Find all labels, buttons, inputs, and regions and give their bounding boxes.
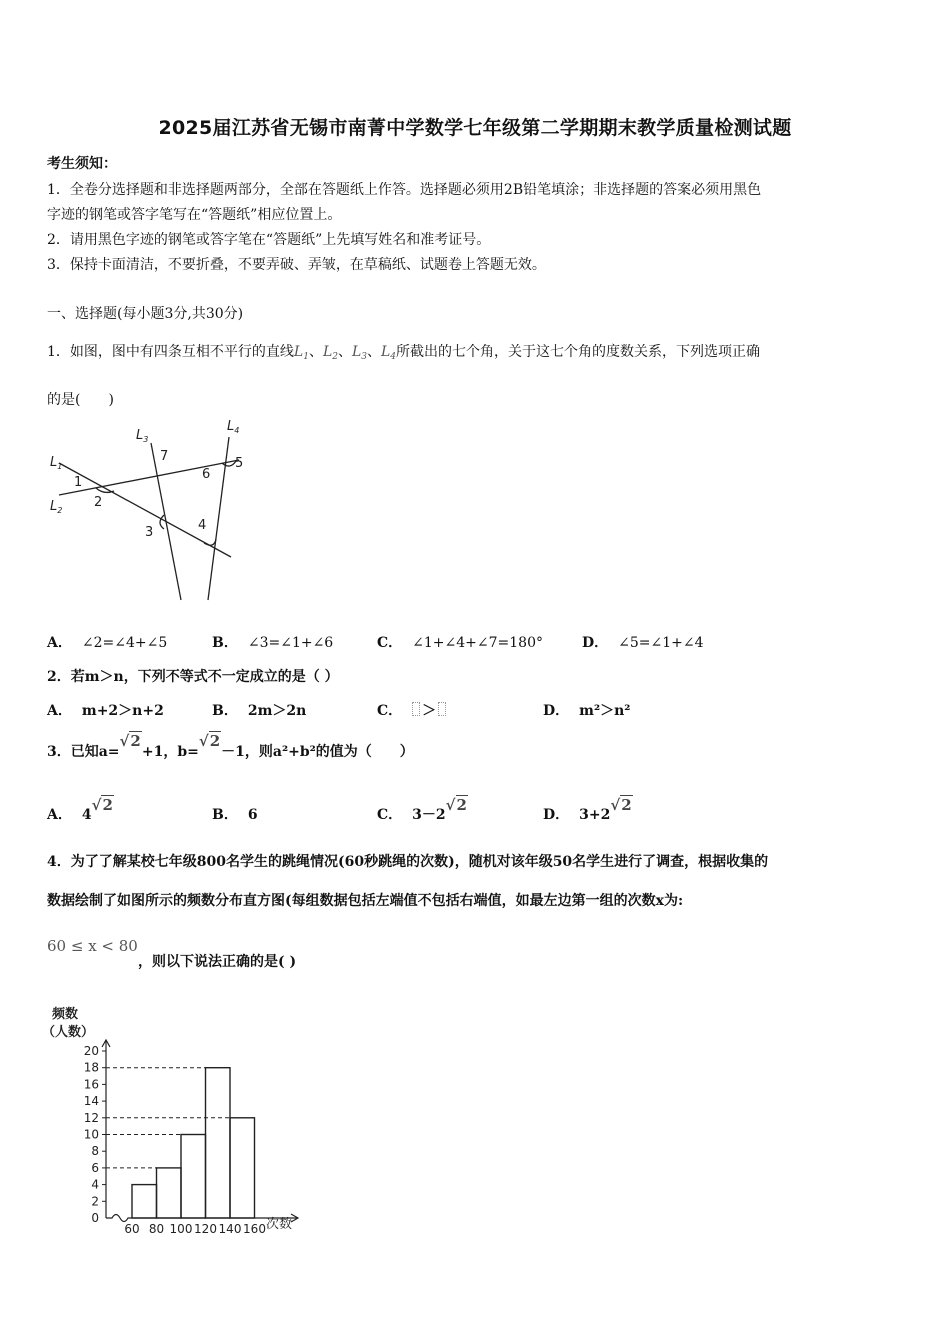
sqrt-2: √2 <box>445 796 467 814</box>
angle-label-1: 1 <box>74 475 83 490</box>
q2-stem: 2．若m＞n，下列不等式不一定成立的是（ ） <box>47 669 339 685</box>
notice-heading: 考生须知： <box>47 156 117 172</box>
q1-suffix: 所截出的七个角，关于这七个角的度数关系，下列选项正确 <box>396 344 761 360</box>
q2-option-a[interactable]: A． m+2＞n+2 <box>47 703 164 719</box>
q1-line-l4: $L_4$ <box>381 344 397 362</box>
q1-prefix: 1．如图，图中有四条互相不平行的直线 <box>47 344 294 360</box>
y-tick-label: 8 <box>91 1144 99 1159</box>
angle-label-7: 7 <box>160 449 169 464</box>
y-tick-label: 18 <box>83 1060 99 1075</box>
y-tick-label: 2 <box>91 1194 99 1209</box>
q3-option-d[interactable]: D． 3+2√2 <box>543 796 632 823</box>
line-l4 <box>208 437 229 600</box>
x-tick-label: 160 <box>243 1222 266 1236</box>
q1-option-a[interactable]: A． ∠2=∠4+∠5 <box>47 635 168 651</box>
label-l4: $L_4$ <box>227 419 240 435</box>
x-tick-label: 80 <box>148 1222 165 1236</box>
histogram-chart <box>40 1000 320 1240</box>
page-title: 2025届江苏省无锡市南菁中学数学七年级第二学期期末教学质量检测试题 <box>158 117 792 139</box>
angle-label-2: 2 <box>94 495 103 510</box>
q2-option-d[interactable]: D． m²＞n² <box>543 703 631 719</box>
y-tick-label: 14 <box>83 1094 99 1109</box>
histogram-bar <box>230 1118 255 1218</box>
y-tick-label: 10 <box>83 1127 99 1142</box>
label-l1: $L_1$ <box>50 455 63 471</box>
x-axis-label: 次数 <box>266 1217 293 1232</box>
y-tick-label: 6 <box>91 1160 99 1175</box>
blank-fraction-icon <box>438 702 446 716</box>
q3-option-b[interactable]: B． 6 <box>212 807 258 823</box>
label-l3: $L_3$ <box>136 428 149 444</box>
q1-line-l3: $L_3$ <box>351 344 367 362</box>
q2-option-c[interactable]: C． ＞ <box>377 700 446 720</box>
angle-arc-3 <box>160 515 164 529</box>
histogram-bar <box>206 1068 231 1218</box>
histogram-bar <box>157 1168 182 1218</box>
y-tick-label: 4 <box>91 1177 99 1192</box>
y-axis-label-line2: （人数） <box>42 1025 95 1040</box>
x-tick-label: 140 <box>218 1222 242 1236</box>
y-axis-label-line1: 频数 <box>52 1007 79 1022</box>
sqrt-2: √2 <box>119 732 141 750</box>
blank-fraction-icon <box>412 702 420 716</box>
sqrt-2: √2 <box>91 796 113 814</box>
q1-line-l2: $L_2$ <box>322 344 338 362</box>
histogram-bar <box>181 1135 206 1219</box>
angle-label-3: 3 <box>145 525 154 540</box>
y-tick-label: 12 <box>83 1110 99 1125</box>
notice-item-2: 2．请用黑色字迹的钢笔或答字笔在“答题纸”上先填写姓名和准考证号。 <box>47 232 491 248</box>
q1-stem-line2: 的是( ) <box>47 392 114 408</box>
notice-item-1b: 字迹的钢笔或答字笔写在“答题纸”相应位置上。 <box>47 207 342 223</box>
q1-option-d[interactable]: D． ∠5=∠1+∠4 <box>582 635 704 651</box>
q2-option-b[interactable]: B． 2m＞2n <box>212 703 307 719</box>
x-tick-label: 120 <box>194 1222 217 1236</box>
q4-stem-line3: ，则以下说法正确的是( ) <box>138 954 297 970</box>
notice-item-1a: 1．全卷分选择题和非选择题两部分，全部在答题纸上作答。选择题必须用2B铅笔填涂；非选择题的答案必须用黑色 <box>47 182 762 198</box>
sqrt-2: √2 <box>198 732 221 750</box>
notice-item-3: 3．保持卡面清洁，不要折叠，不要弄破、弄皱，在草稿纸、试题卷上答题无效。 <box>47 257 546 273</box>
q3-stem: 3．已知a=√2+1，b=√2－1，则a²+b²的值为（ ） <box>47 732 414 760</box>
q1-figure <box>44 415 244 605</box>
q3-option-a[interactable]: A． 4√2 <box>47 796 113 823</box>
section-heading: 一、选择题(每小题3分,共30分) <box>47 306 244 322</box>
y-tick-label: 0 <box>91 1211 99 1225</box>
q4-stem-line1: 4．为了了解某校七年级800名学生的跳绳情况(60秒跳绳的次数)，随机对该年级50名学生进行了调查，根据收集的 <box>47 854 769 870</box>
x-tick-label: 60 <box>124 1222 140 1236</box>
q1-line-l1: $L_1$ <box>293 344 309 362</box>
y-tick-label: 20 <box>83 1044 99 1058</box>
angle-arc-4 <box>204 539 216 545</box>
q1-sep-2: 、 <box>337 344 352 360</box>
x-tick-label: 100 <box>169 1222 193 1236</box>
q1-option-b[interactable]: B． ∠3=∠1+∠6 <box>212 635 334 651</box>
q4-condition: 60 ≤ x < 80 <box>47 937 138 955</box>
angle-label-6: 6 <box>202 467 211 482</box>
q1-sep-1: 、 <box>308 344 323 360</box>
angle-label-5: 5 <box>235 456 244 471</box>
q3-option-c[interactable]: C． 3－2√2 <box>377 796 467 823</box>
q1-option-c[interactable]: C． ∠1+∠4+∠7=180° <box>377 635 543 651</box>
label-l2: $L_2$ <box>50 499 63 515</box>
y-tick-label: 16 <box>83 1077 99 1092</box>
histogram-bar <box>132 1185 157 1218</box>
sqrt-2: √2 <box>610 796 632 814</box>
q4-stem-line2: 数据绘制了如图所示的频数分布直方图(每组数据包括左端值不包括右端值，如最左边第一组的次数x为: <box>47 893 684 909</box>
q1-sep-3: 、 <box>367 344 381 360</box>
angle-label-4: 4 <box>198 518 207 533</box>
line-l3 <box>151 443 181 600</box>
q1-stem <box>47 341 760 362</box>
